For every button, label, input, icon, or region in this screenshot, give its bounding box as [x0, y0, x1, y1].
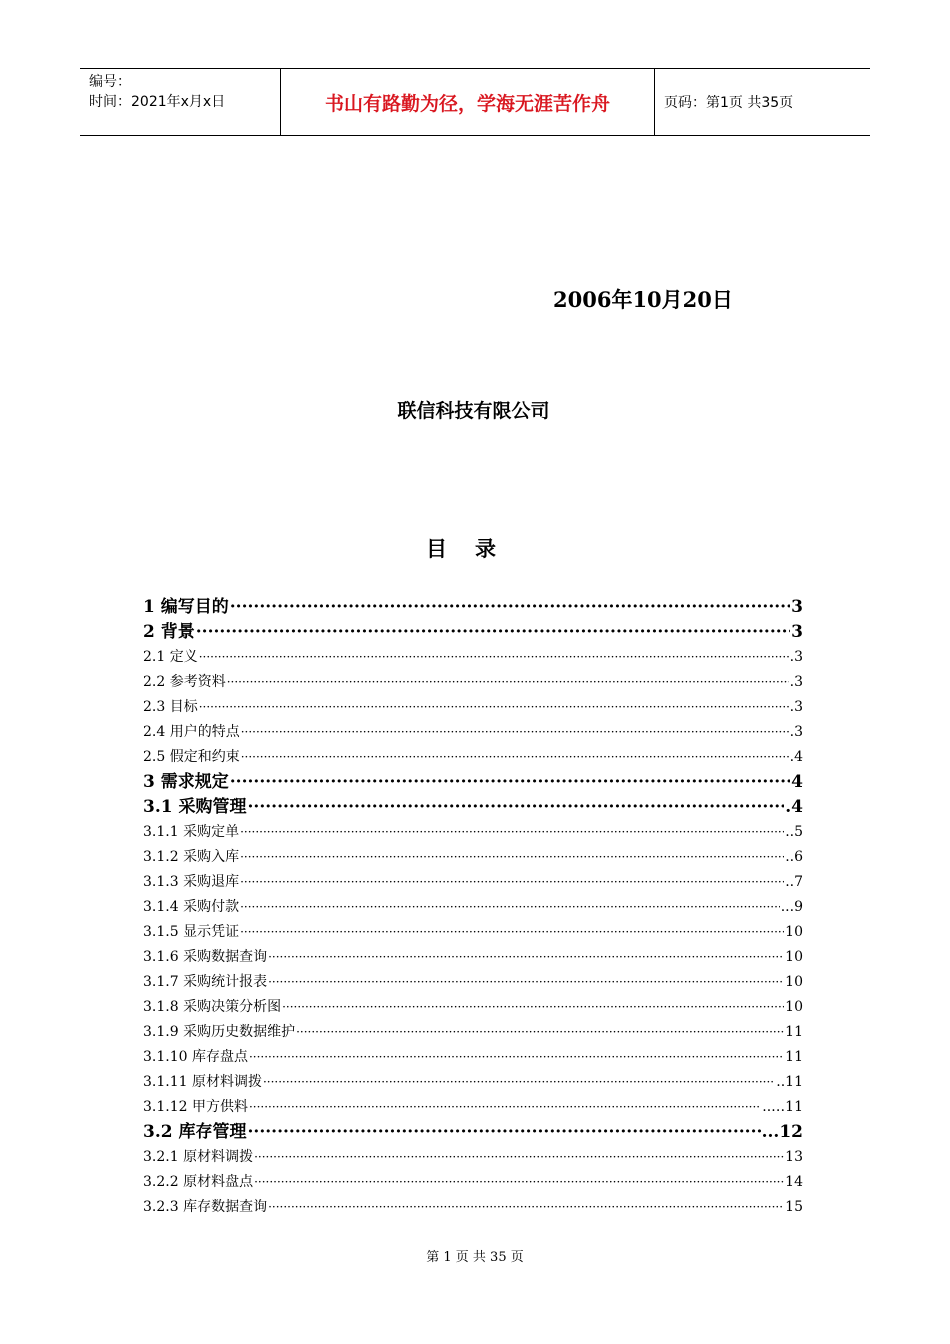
toc-entry[interactable]: [143, 695, 803, 720]
toc-entry-label: 3.1.10 库存盘点: [143, 1049, 248, 1065]
toc-entry-page: 4: [791, 772, 803, 792]
toc-entry-label: 3.1.1 采购定单: [143, 824, 240, 840]
toc-entry-label: 3.1 采购管理: [143, 797, 247, 817]
toc-entry-label: 3.1.7 采购统计报表: [143, 974, 268, 990]
toc-leader-dots: [230, 595, 790, 620]
toc-entry-page: ..11: [776, 1074, 803, 1090]
toc-leader-dots: [230, 770, 790, 795]
toc-leader-dots: [240, 845, 784, 870]
toc-entry-label: 3 需求规定: [143, 772, 229, 792]
toc-entry-label: 2.1 定义: [143, 649, 198, 665]
toc-entry-page: 10: [785, 949, 803, 965]
toc-leader-dots: [263, 1070, 775, 1095]
company-name-text: 联信科技有限公司: [397, 400, 550, 422]
toc-entry[interactable]: [143, 995, 803, 1020]
toc-entry-label: 2.2 参考资料: [143, 674, 226, 690]
toc-entry[interactable]: [143, 945, 803, 970]
toc-leader-dots: [268, 945, 784, 970]
toc-leader-dots: [240, 920, 784, 945]
toc-entry[interactable]: [143, 895, 803, 920]
toc-entry[interactable]: [143, 770, 803, 795]
toc-entry-label: 3.1.4 采购付款: [143, 899, 240, 915]
toc-entry[interactable]: [143, 795, 803, 820]
toc-entry-label: 3.1.3 采购退库: [143, 874, 240, 890]
toc-entry-label: 2 背景: [143, 622, 195, 642]
toc-entry-page: 15: [785, 1199, 803, 1215]
toc-entry-label: 3.1.2 采购入库: [143, 849, 240, 865]
toc-entry[interactable]: [143, 870, 803, 895]
toc-entry-page: 3: [791, 597, 803, 617]
toc-entry-page: 13: [785, 1149, 803, 1165]
toc-entry-page: ...12: [761, 1122, 803, 1142]
toc-entry-label: 3.1.12 甲方供料: [143, 1099, 248, 1115]
toc-entry-label: 3.2 库存管理: [143, 1122, 247, 1142]
toc-leader-dots: [268, 970, 784, 995]
toc-entry[interactable]: [143, 1070, 803, 1095]
toc-entry-page: .3: [789, 699, 803, 715]
toc-leader-dots: [254, 1145, 784, 1170]
toc-entry[interactable]: [143, 845, 803, 870]
toc-entry[interactable]: [143, 620, 803, 645]
toc-title: 目录: [426, 536, 524, 561]
toc-leader-dots: [254, 1170, 784, 1195]
toc-entry[interactable]: [143, 595, 803, 620]
toc-entry[interactable]: [143, 745, 803, 770]
toc-entry-page: .3: [789, 649, 803, 665]
toc-leader-dots: [296, 1020, 784, 1045]
toc-entry-label: 3.1.6 采购数据查询: [143, 949, 268, 965]
toc-entry[interactable]: [143, 1170, 803, 1195]
toc-entry[interactable]: [143, 1045, 803, 1070]
toc-entry-page: ..5: [785, 824, 803, 840]
toc-leader-dots: [241, 745, 789, 770]
toc-entry-page: 11: [785, 1024, 803, 1040]
toc-entry-label: 3.1.11 原材料调拨: [143, 1074, 262, 1090]
header-page-label: 页码：第1页 共35页: [664, 95, 794, 111]
toc-entry[interactable]: [143, 820, 803, 845]
toc-entry-page: 3: [791, 622, 803, 642]
header-info: [80, 69, 281, 135]
toc-entry[interactable]: [143, 1195, 803, 1220]
toc-entry[interactable]: [143, 1095, 803, 1120]
toc-entry[interactable]: [143, 645, 803, 670]
toc-entry-page: ...9: [780, 899, 803, 915]
toc-entry-page: .4: [789, 749, 803, 765]
toc-leader-dots: [199, 695, 789, 720]
toc-entry-label: 2.5 假定和约束: [143, 749, 240, 765]
toc-leader-dots: [240, 895, 780, 920]
toc-leader-dots: [249, 1045, 784, 1070]
toc-entry-page: 10: [785, 924, 803, 940]
company-name: [0, 396, 950, 423]
toc-entry[interactable]: [143, 670, 803, 695]
toc-entry-label: 3.1.8 采购决策分析图: [143, 999, 282, 1015]
toc-entry[interactable]: [143, 1145, 803, 1170]
page-footer: 第 1 页 共 35 页: [426, 1250, 524, 1265]
toc-entry-label: 3.1.5 显示凭证: [143, 924, 240, 940]
toc-entry-page: ..…11: [762, 1099, 803, 1115]
toc-entry-label: 3.2.1 原材料调拨: [143, 1149, 254, 1165]
toc-entry-page: 10: [785, 999, 803, 1015]
toc-leader-dots: [240, 870, 784, 895]
toc-leader-dots: [268, 1195, 784, 1220]
number-label: 编号：: [89, 74, 131, 90]
toc-entry-label: 3.2.2 原材料盘点: [143, 1174, 254, 1190]
toc-entry[interactable]: [143, 720, 803, 745]
toc-entry[interactable]: [143, 1020, 803, 1045]
toc-entry[interactable]: [143, 1120, 803, 1145]
toc-leader-dots: [248, 1120, 761, 1145]
page-header: [80, 68, 870, 136]
toc-leader-dots: [241, 720, 789, 745]
toc-entry-page: .4: [785, 797, 803, 817]
toc-entry-label: 3.1.9 采购历史数据维护: [143, 1024, 296, 1040]
toc-entry-page: 11: [785, 1049, 803, 1065]
toc-entry-page: 14: [785, 1174, 803, 1190]
toc-leader-dots: [240, 820, 784, 845]
toc-entry-page: ..7: [785, 874, 803, 890]
toc-entry-page: .3: [789, 724, 803, 740]
toc-leader-dots: [282, 995, 784, 1020]
toc-entry-label: 3.2.3 库存数据查询: [143, 1199, 268, 1215]
toc-entry-label: 2.3 目标: [143, 699, 198, 715]
toc-leader-dots: [196, 620, 790, 645]
toc-entry-page: 10: [785, 974, 803, 990]
toc-leader-dots: [227, 670, 789, 695]
toc-entry-label: 2.4 用户的特点: [143, 724, 240, 740]
toc-entry[interactable]: [143, 920, 803, 945]
toc-entry-page: ..6: [785, 849, 803, 865]
toc-entry-page: .3: [789, 674, 803, 690]
toc-leader-dots: [248, 795, 785, 820]
toc-leader-dots: [199, 645, 789, 670]
document-date: 2006年10月20日: [553, 287, 733, 312]
table-of-contents: [143, 595, 803, 1220]
header-motto: 书山有路勤为径，学海无涯苦作舟: [281, 69, 655, 135]
toc-leader-dots: [249, 1095, 761, 1120]
toc-entry-label: 1 编写目的: [143, 597, 229, 617]
toc-entry[interactable]: [143, 970, 803, 995]
time-label: 时间：2021年x月x日: [89, 94, 226, 110]
